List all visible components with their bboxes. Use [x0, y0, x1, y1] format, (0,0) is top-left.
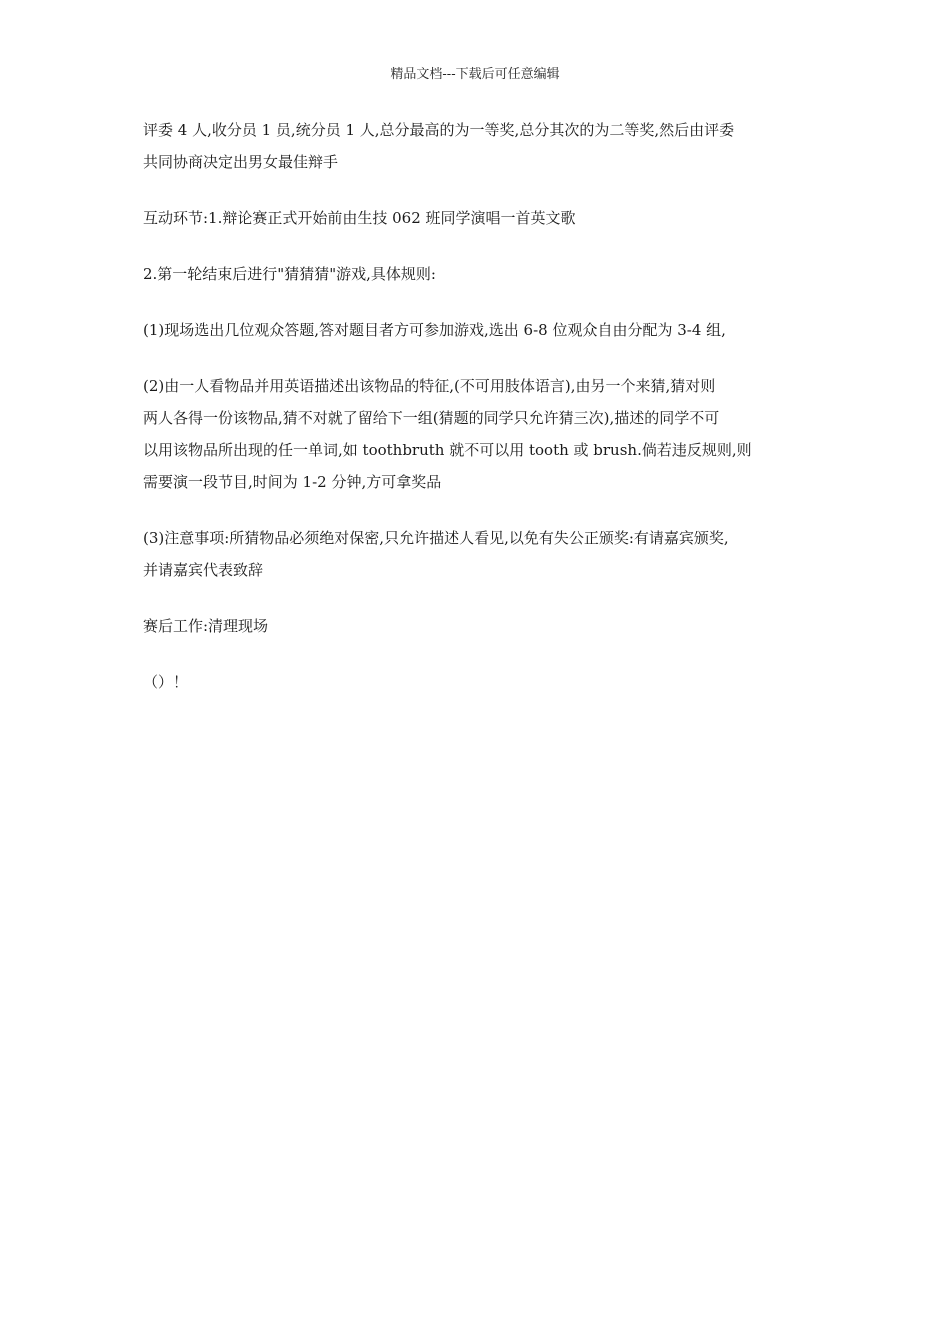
text-line: 需要演一段节目,时间为 1-2 分钟,方可拿奖品 — [143, 473, 442, 491]
text-line: （）！ — [143, 673, 189, 691]
paragraph-rule-2 — [143, 370, 823, 498]
document-body — [143, 114, 823, 722]
paragraph-post-event — [143, 610, 823, 642]
paragraph-rule-1 — [143, 314, 823, 346]
text-line: 两人各得一份该物品,猜不对就了留给下一组(猜题的同学只允许猜三次),描述的同学不可 — [143, 409, 720, 427]
text-line: (3)注意事项:所猜物品必须绝对保密,只允许描述人看见,以免有失公正颁奖:有请嘉宾颁奖, — [143, 529, 729, 547]
text-line: (1)现场选出几位观众答题,答对题目者方可参加游戏,选出 6-8 位观众自由分配为 3-4 组, — [143, 321, 726, 339]
text-line: 共同协商决定出男女最佳辩手 — [143, 153, 339, 171]
paragraph-tail — [143, 666, 823, 698]
text-line: 赛后工作:清理现场 — [143, 617, 269, 635]
paragraph-game-intro — [143, 258, 823, 290]
text-line: (2)由一人看物品并用英语描述出该物品的特征,(不可用肢体语言),由另一个来猜,猜对则 — [143, 377, 716, 395]
text-line: 评委 4 人,收分员 1 员,统分员 1 人,总分最高的为一等奖,总分其次的为二等奖,然后由评委 — [143, 121, 735, 139]
page-header: 精品文档---下载后可任意编辑 — [390, 67, 560, 82]
paragraph-rule-3 — [143, 522, 823, 586]
text-line: 2.第一轮结束后进行"猜猜猜"游戏,具体规则: — [143, 265, 436, 283]
text-line: 互动环节:1.辩论赛正式开始前由生技 062 班同学演唱一首英文歌 — [143, 209, 576, 227]
paragraph-judges — [143, 114, 823, 178]
paragraph-interaction — [143, 202, 823, 234]
text-line: 并请嘉宾代表致辞 — [143, 561, 264, 579]
text-line: 以用该物品所出现的任一单词,如 toothbruth 就不可以用 tooth 或 brush.倘若违反规则,则 — [143, 441, 752, 459]
